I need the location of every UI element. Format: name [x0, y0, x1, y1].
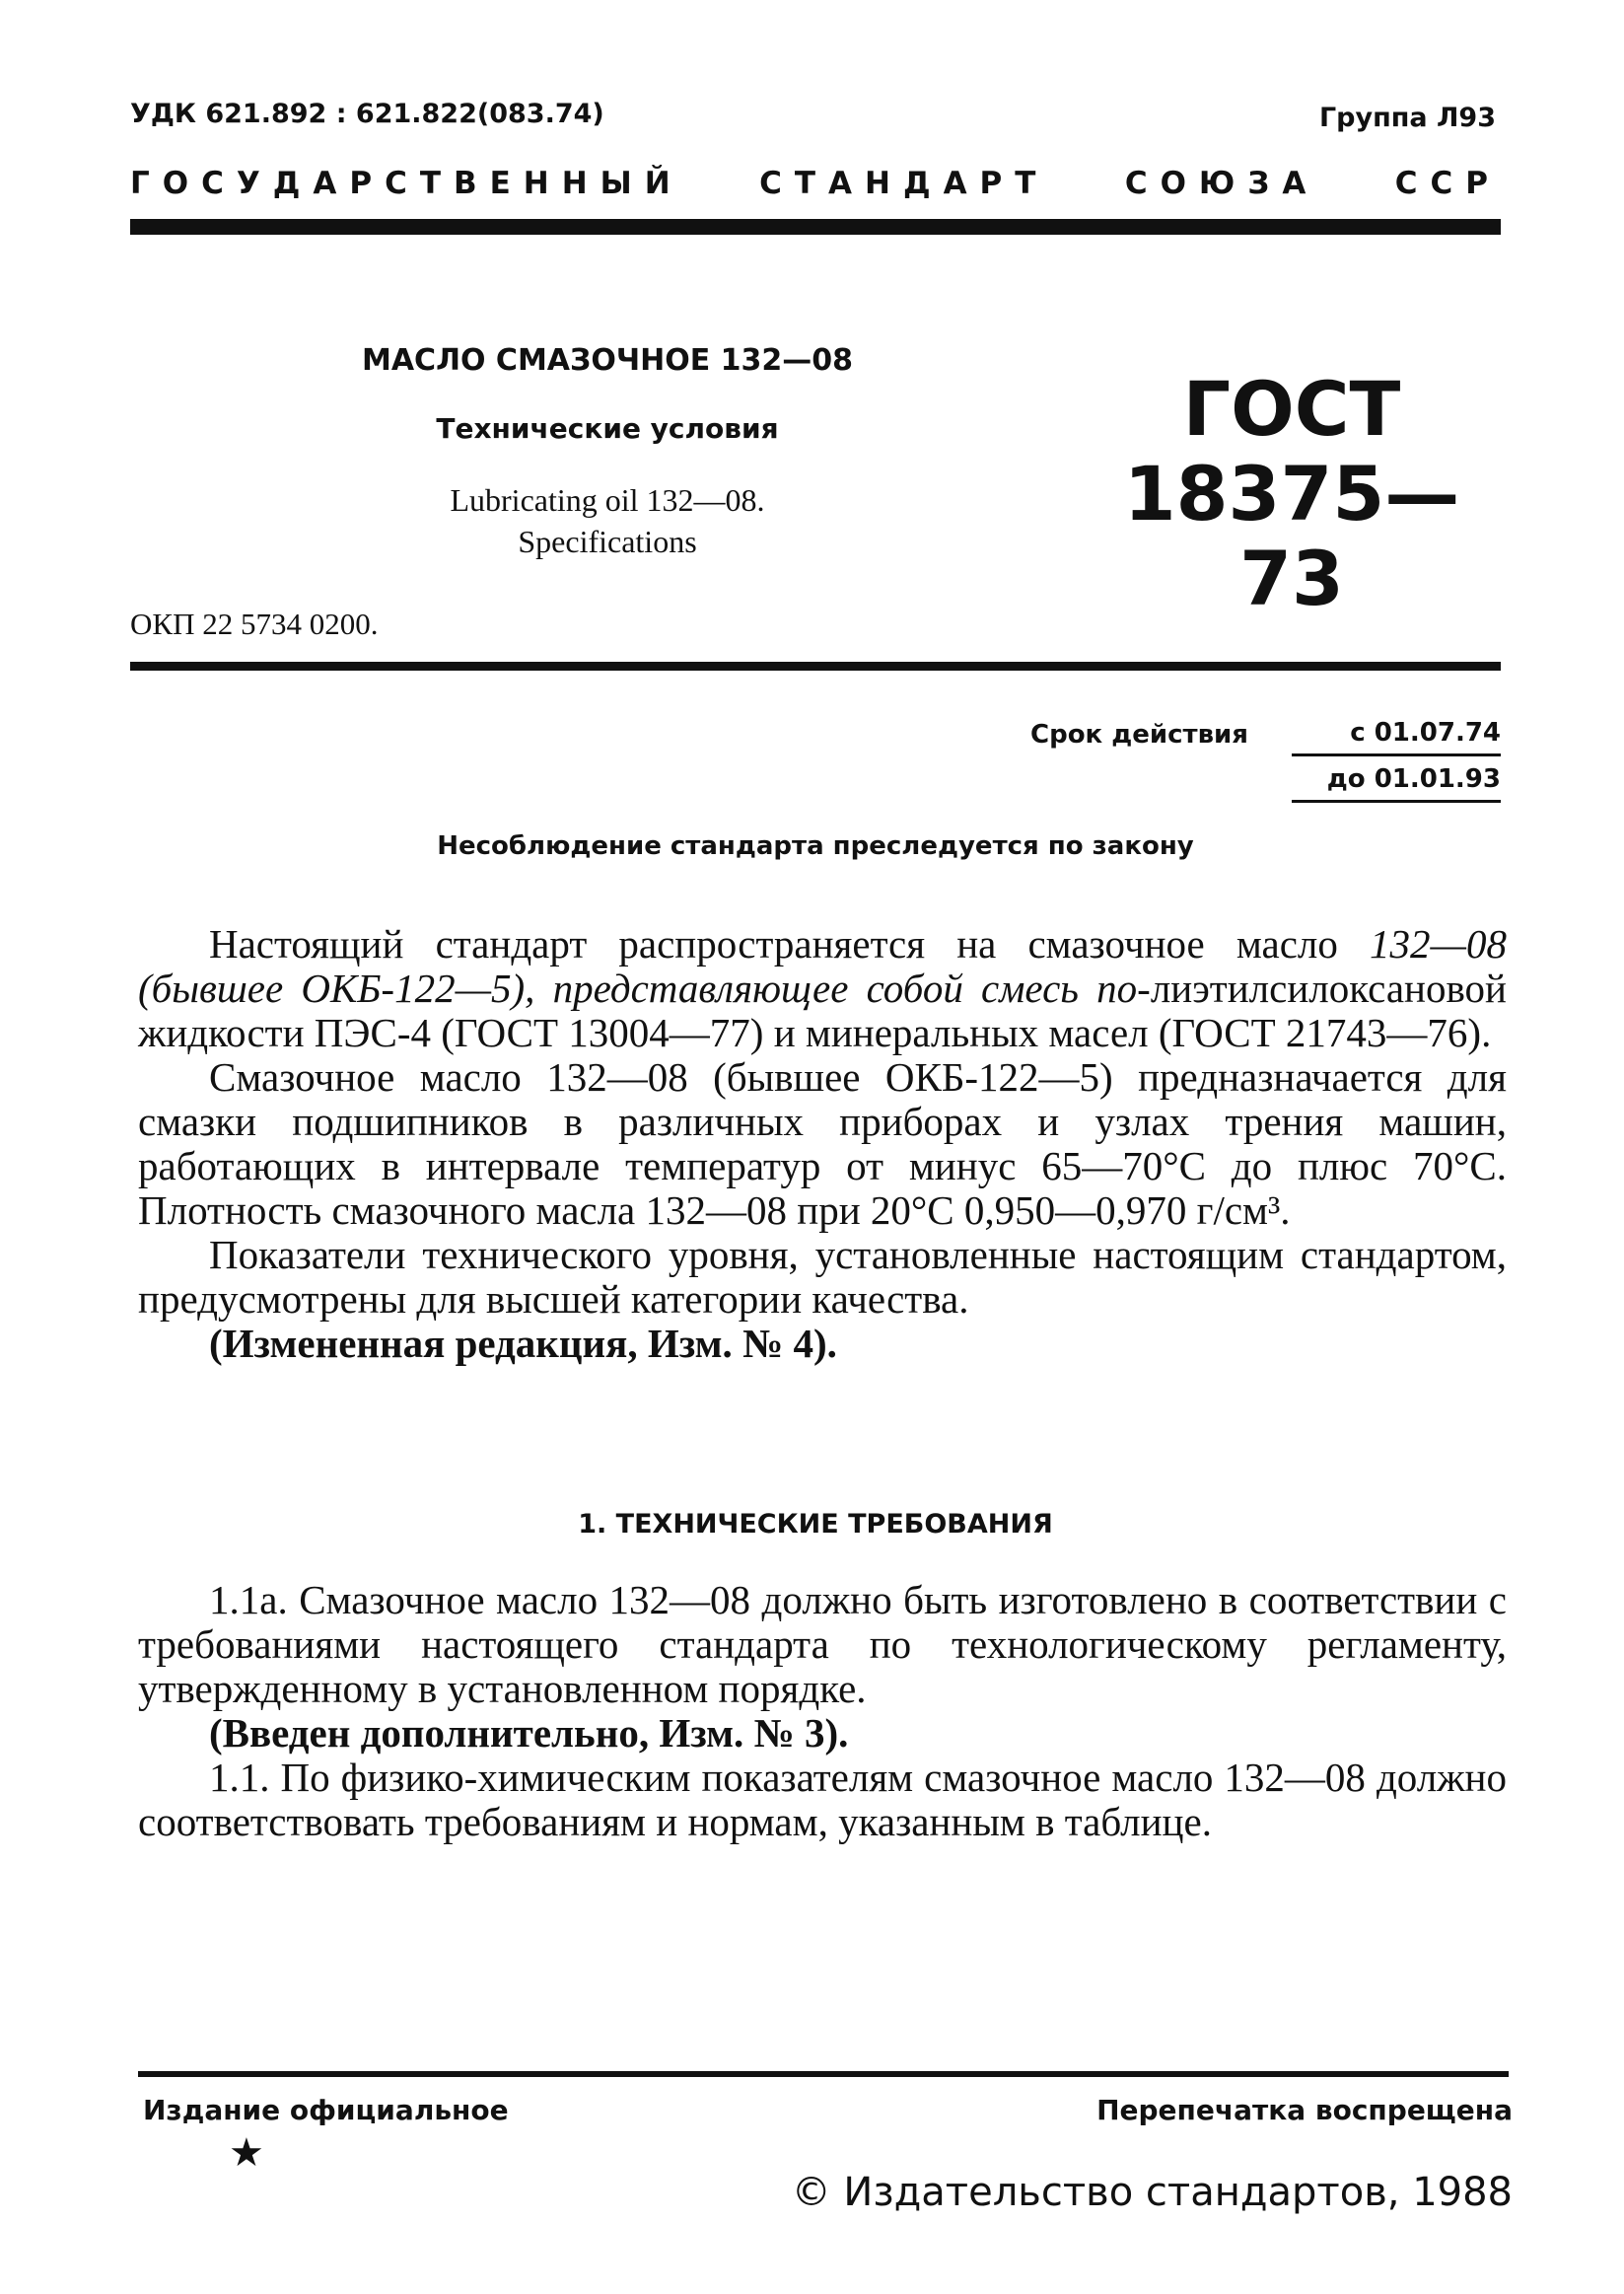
english-title [351, 479, 864, 562]
intro-text [138, 922, 1507, 1366]
section-paragraph: 1.1. По физико-химическим показателям смазочное масло 132—08 должно соответствовать требованиям и нормам, указанным в таблице. [138, 1755, 1507, 1844]
english-title-line: Specifications [518, 524, 697, 559]
legal-warning: Несоблюдение стандарта преследуется по закону [437, 831, 1194, 861]
validity-to: до 01.01.93 [1292, 756, 1501, 803]
title-rule [130, 662, 1501, 671]
banner-word: СОЮЗА [1124, 166, 1319, 201]
intro-paragraph: Показатели технического уровня, установленные настоящим стандартом, предусмотрены для высшей категории качества. [138, 1232, 1507, 1322]
intro-paragraph: Смазочное масло 132—08 (бывшее ОКБ-122—5) предназначается для смазки подшипников в различных приборах и узлах трения машин, работающих в интервале температур от минус 65—70°С до плюс 70°С. Плотность смазочного масла 132—08 при 20°С 0,950—0,970 г/см³. [138, 1054, 1507, 1233]
banner-word: ГОСУДАРСТВЕННЫЙ [130, 166, 683, 201]
validity-label: Срок действия [1030, 720, 1248, 750]
amendment-note: (Введен дополнительно, Изм. № 3). [209, 1710, 849, 1756]
intro-italic-span: 132—08 (бывшее ОКБ-122—5), представляющее собой смесь по- [138, 921, 1507, 1011]
validity-from: с 01.07.74 [1292, 718, 1501, 756]
document-subtitle: Технические условия [436, 412, 779, 445]
banner-word: ССР [1394, 166, 1501, 201]
state-standard-banner [130, 166, 1501, 201]
validity-dates [1292, 718, 1501, 803]
no-reprint-label: Перепечатка воспрещена [1096, 2094, 1513, 2126]
header-rule [130, 219, 1501, 235]
copyright-notice: © Издательство стандартов, 1988 [791, 2170, 1513, 2215]
english-title-line: Lubricating oil 132—08. [450, 482, 765, 518]
intro-paragraph [138, 922, 1507, 1055]
gost-designation [1114, 367, 1469, 621]
section-text [138, 1578, 1507, 1844]
banner-word: СТАНДАРТ [759, 166, 1049, 201]
intro-text-span: лиэтилсилоксановой жидкости ПЭС-4 (ГОСТ 13004—77) и минеральных масел (ГОСТ 21743—76). [138, 966, 1507, 1055]
edition-label: Издание официальное [143, 2094, 509, 2126]
group-code: Группа Л93 [1318, 103, 1496, 133]
document-title: МАСЛО СМАЗОЧНОЕ 132—08 [361, 343, 854, 378]
footer-rule [138, 2071, 1509, 2077]
gost-label: ГОСТ [1182, 365, 1401, 453]
amendment-note: (Измененная редакция, Изм. № 4). [209, 1321, 837, 1366]
section-paragraph: 1.1а. Смазочное масло 132—08 должно быть изготовлено в соответствии с требованиями настоящего стандарта по технологическому регламенту, утвержденному в установленном порядке. [138, 1577, 1507, 1711]
intro-text-span: Настоящий стандарт распространяется на смазочное масло [209, 921, 1371, 967]
gost-number: 18375—73 [1123, 450, 1460, 622]
star-icon: ★ [229, 2130, 264, 2176]
section-heading: 1. ТЕХНИЧЕСКИЕ ТРЕБОВАНИЯ [578, 1509, 1053, 1540]
udk-code: УДК 621.892 : 621.822(083.74) [130, 99, 604, 129]
okp-code: ОКП 22 5734 0200. [130, 607, 379, 641]
